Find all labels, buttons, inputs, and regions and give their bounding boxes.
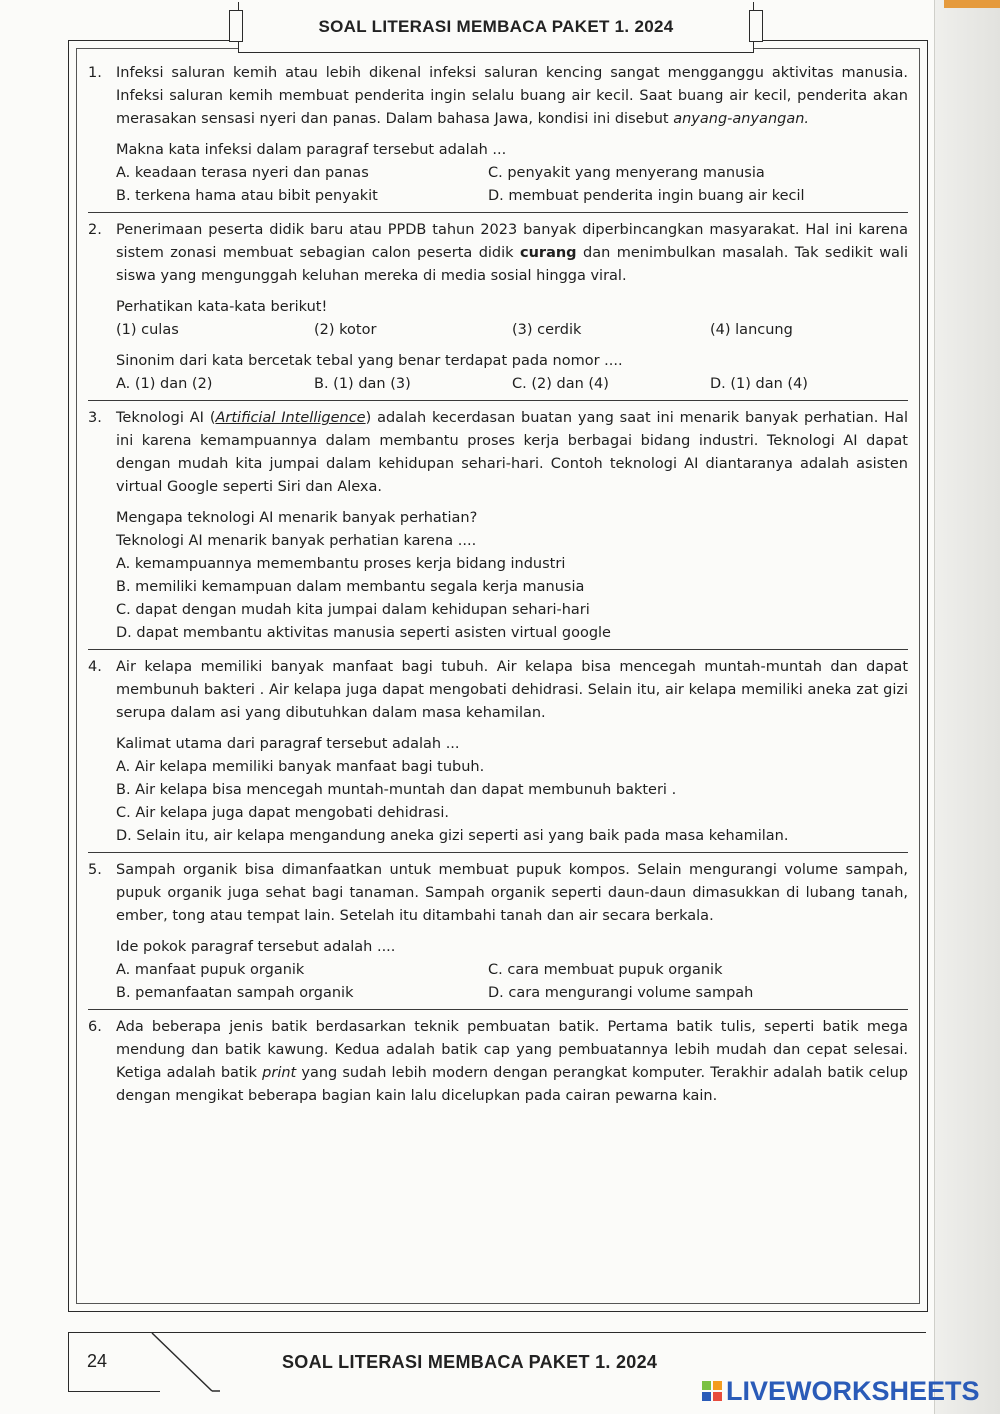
watermark-text: LIVEWORKSHEETS <box>726 1375 980 1406</box>
header-title-text: SOAL LITERASI MEMBACA PAKET 1. 2024 <box>318 17 674 36</box>
liveworksheets-watermark <box>702 1374 980 1408</box>
logo-square-blue <box>702 1392 711 1401</box>
question-stem: Ide pokok paragraf tersebut adalah .... <box>116 939 396 955</box>
logo-square-orange <box>713 1381 722 1390</box>
question-2 <box>88 212 908 396</box>
question-4 <box>88 649 908 848</box>
option-c[interactable]: C. penyakit yang menyerang manusia <box>488 165 765 181</box>
question-stem: Sinonim dari kata bercetak tebal yang benar terdapat pada nomor .... <box>116 353 623 369</box>
option-b[interactable]: B. terkena hama atau bibit penyakit <box>116 188 378 204</box>
option-a[interactable]: A. keadaan terasa nyeri dan panas <box>116 165 369 181</box>
paragraph-italic-term: Artificial Intelligence <box>215 410 366 426</box>
option-b[interactable]: B. pemanfaatan sampah organik <box>116 985 354 1001</box>
question-5 <box>88 852 908 1005</box>
question-paragraph <box>116 407 908 499</box>
paragraph-text: Ada beberapa jenis batik berdasarkan teknik pembuatan batik. Pertama batik tulis, seperti batik mega mendung dan batik kawung. Kedua adalah batik cap yang pembuatannya lebih mudah dan cepat selesai. Ketiga adalah batik <box>116 1019 908 1081</box>
paragraph-text: yang sudah lebih modern dengan perangkat komputer. Terakhir adalah batik celup dengan mengikat beberapa bagian kain lalu dicelupkan pada cairan pewarna kain. <box>116 1065 908 1104</box>
questions-area <box>88 62 908 1108</box>
answer-options <box>116 959 908 1005</box>
option-d[interactable]: D. Selain itu, air kelapa mengandung aneka gizi seperti asi yang baik pada masa kehamilan. <box>116 828 789 844</box>
page-number-slant <box>150 1332 220 1392</box>
paragraph-text: Teknologi AI ( <box>116 410 216 426</box>
question-number: 3. <box>88 410 102 426</box>
answer-options <box>116 756 908 848</box>
bookmark-tab <box>944 0 1000 8</box>
option-d[interactable]: D. membuat penderita ingin buang air kecil <box>488 188 805 204</box>
question-paragraph <box>116 219 908 288</box>
paragraph-italic-term: anyang-anyangan. <box>673 111 810 127</box>
question-stem-continuation: Teknologi AI menarik banyak perhatian karena .... <box>116 533 477 549</box>
paragraph-bold-term: curang <box>520 245 577 261</box>
option-c[interactable]: C. Air kelapa juga dapat mengobati dehidrasi. <box>116 805 449 821</box>
page-number-box <box>68 1332 160 1392</box>
answer-options <box>116 373 908 396</box>
word-list <box>116 319 908 342</box>
option-a[interactable]: A. Air kelapa memiliki banyak manfaat bagi tubuh. <box>116 759 485 775</box>
option-a[interactable]: A. manfaat pupuk organik <box>116 962 305 978</box>
question-paragraph <box>116 62 908 131</box>
option-c[interactable]: C. dapat dengan mudah kita jumpai dalam kehidupan sehari-hari <box>116 602 590 618</box>
question-1 <box>88 62 908 208</box>
option-b[interactable]: B. (1) dan (3) <box>314 376 411 392</box>
question-stem: Kalimat utama dari paragraf tersebut adalah ... <box>116 736 460 752</box>
liveworksheets-logo-icon <box>702 1381 722 1401</box>
word-1: (1) culas <box>116 322 179 338</box>
question-number: 6. <box>88 1019 102 1035</box>
option-d[interactable]: D. dapat membantu aktivitas manusia seperti asisten virtual google <box>116 625 611 641</box>
paragraph-text: dan menimbulkan masalah. Tak sedikit wali siswa yang mengunggah keluhan mereka di media sosial hingga viral. <box>116 245 908 284</box>
paragraph-italic-term: print <box>262 1065 297 1081</box>
option-d[interactable]: D. (1) dan (4) <box>710 376 808 392</box>
question-number: 4. <box>88 659 102 675</box>
question-paragraph: Air kelapa memiliki banyak manfaat bagi tubuh. Air kelapa bisa mencegah muntah-muntah dan dapat membunuh bakteri . Air kelapa juga dapat mengobati dehidrasi. Selain itu, air kelapa memiliki aneka zat gizi serupa dalam asi yang dibutuhkan dalam masa kehamilan. <box>116 659 908 721</box>
logo-square-green <box>702 1381 711 1390</box>
word-2: (2) kotor <box>314 322 377 338</box>
answer-options <box>116 553 908 645</box>
paragraph-text: Infeksi saluran kemih atau lebih dikenal infeksi saluran kencing sangat mengganggu aktivitas manusia. Infeksi saluran kemih membuat penderita ingin selalu buang air kecil. Saat buang air kecil, penderita akan merasakan sensasi nyeri dan panas. Dalam bahasa Jawa, kondisi ini disebut <box>116 65 908 127</box>
page-number: 24 <box>87 1351 108 1371</box>
option-a[interactable]: A. kemampuannya memembantu proses kerja bidang industri <box>116 556 566 572</box>
question-intro: Perhatikan kata-kata berikut! <box>116 299 328 315</box>
page-edge <box>934 0 1000 1414</box>
logo-square-red <box>713 1392 722 1401</box>
option-a[interactable]: A. (1) dan (2) <box>116 376 213 392</box>
option-c[interactable]: C. (2) dan (4) <box>512 376 609 392</box>
option-c[interactable]: C. cara membuat pupuk organik <box>488 962 723 978</box>
question-6 <box>88 1009 908 1108</box>
question-number: 5. <box>88 862 102 878</box>
option-b[interactable]: B. memiliki kemampuan dalam membantu segala kerja manusia <box>116 579 585 595</box>
question-paragraph <box>116 1016 908 1108</box>
option-b[interactable]: B. Air kelapa bisa mencegah muntah-muntah dan dapat membunuh bakteri . <box>116 782 677 798</box>
question-paragraph: Sampah organik bisa dimanfaatkan untuk membuat pupuk kompos. Selain mengurangi volume sampah, pupuk organik juga sehat bagi tanaman. Sampah organik seperti daun-daun dimasukkan di lubang tanah, ember, tong atau tempat lain. Setelah itu ditambahi tanah dan air secara berkala. <box>116 862 908 924</box>
question-3 <box>88 400 908 645</box>
question-number: 1. <box>88 65 102 81</box>
question-number: 2. <box>88 222 102 238</box>
option-d[interactable]: D. cara mengurangi volume sampah <box>488 985 754 1001</box>
paragraph-text: ) adalah kecerdasan buatan yang saat ini menarik banyak perhatian. Hal ini karena kemampuannya dalam membantu proses kerja berbagai bidang industri. Teknologi AI dapat dengan mudah kita jumpai dalam kehidupan sehari-hari. Contoh teknologi AI diantaranya adalah asisten virtual Google seperti Siri dan Alexa. <box>116 410 908 495</box>
word-4: (4) lancung <box>710 322 793 338</box>
paragraph-text: Penerimaan peserta didik baru atau PPDB tahun 2023 banyak diperbincangkan masyarakat. Hal ini karena sistem zonasi membuat sebagian calon peserta didik <box>116 222 908 261</box>
question-stem: Mengapa teknologi AI menarik banyak perhatian? <box>116 510 478 526</box>
answer-options <box>116 162 908 208</box>
header-title <box>238 2 754 53</box>
word-3: (3) cerdik <box>512 322 582 338</box>
question-stem: Makna kata infeksi dalam paragraf tersebut adalah ... <box>116 142 507 158</box>
footer-title: SOAL LITERASI MEMBACA PAKET 1. 2024 <box>282 1352 658 1372</box>
